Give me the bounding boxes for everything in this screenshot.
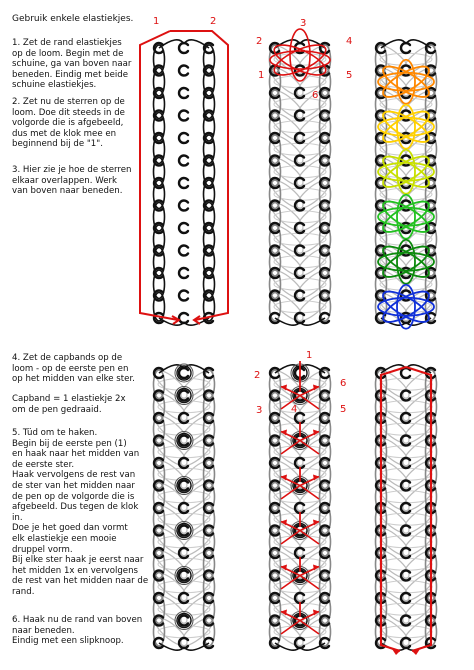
panel-5-label-3: 3 (256, 405, 263, 416)
step-5-text: 5. Tüd om te haken. Begin bij de eerste pen (1) en haak naar het midden van de eerste ster. Haak vervolgens de rest van de ster van het midden naar de pen op de volgorde die is afgebeeld. Dus tegen de klok in. Doe je het goed dan vormt elk elastiekje een mooie druppel vorm. Bij elke ster haak je eerst naar het midden 1x en vervolgens de rest van het midden naar de rand. (12, 428, 149, 597)
panel-2-label-2: 2 (256, 36, 263, 47)
step-4-text: 4. Zet de capbands op de loom - op de eerste pen en op het midden van elke ster. (12, 353, 135, 385)
step-2-text: 2. Zet nu de sterren op de loom. Doe dit steeds in de volgorde die is afgebeeld, dus met de klok mee en beginnend bij de "1". (12, 97, 125, 150)
intro-text: Gebruik enkele elastiekjes. (12, 14, 134, 24)
step-3-text: 3. Hier zie je hoe de sterren elkaar overlappen. Werk van boven naar beneden. (12, 165, 132, 197)
panel-2-label-1: 1 (258, 70, 265, 81)
step-6-text: 6. Haak nu de rand van boven naar beneden. Eindig met een slipknoop. (12, 615, 143, 647)
loom-panel-5 (267, 361, 333, 650)
panel-5-label-4: 4 (291, 404, 298, 415)
panel-2-label-6: 6 (312, 90, 319, 101)
capband-text: Capband = 1 elastiekje 2x om de pen gedraaid. (12, 394, 126, 415)
panel-5-label-2: 2 (254, 370, 261, 381)
panel-5-label-1: 1 (306, 350, 313, 361)
panel-1-label-2: 2 (210, 16, 217, 27)
loom-panel-2 (267, 40, 333, 325)
loom-panel-3 (373, 40, 439, 329)
panel-2-label-5: 5 (346, 70, 353, 81)
loom-panel-6 (373, 365, 439, 655)
loom-panel-1 (154, 40, 215, 325)
panel-5-label-5: 5 (340, 404, 347, 415)
panel-5-label-6: 6 (340, 378, 347, 389)
step-1-text: 1. Zet de rand elastiekjes op de loom. Begin met de schuine, ga van boven naar beneden. Eindig met beide schuine elastiekjes. (12, 38, 132, 91)
panel-1-label-1: 1 (153, 16, 160, 27)
loom-panel-4 (151, 364, 217, 650)
panel-2-label-3: 3 (300, 18, 307, 29)
panel-2-label-4: 4 (346, 36, 353, 47)
